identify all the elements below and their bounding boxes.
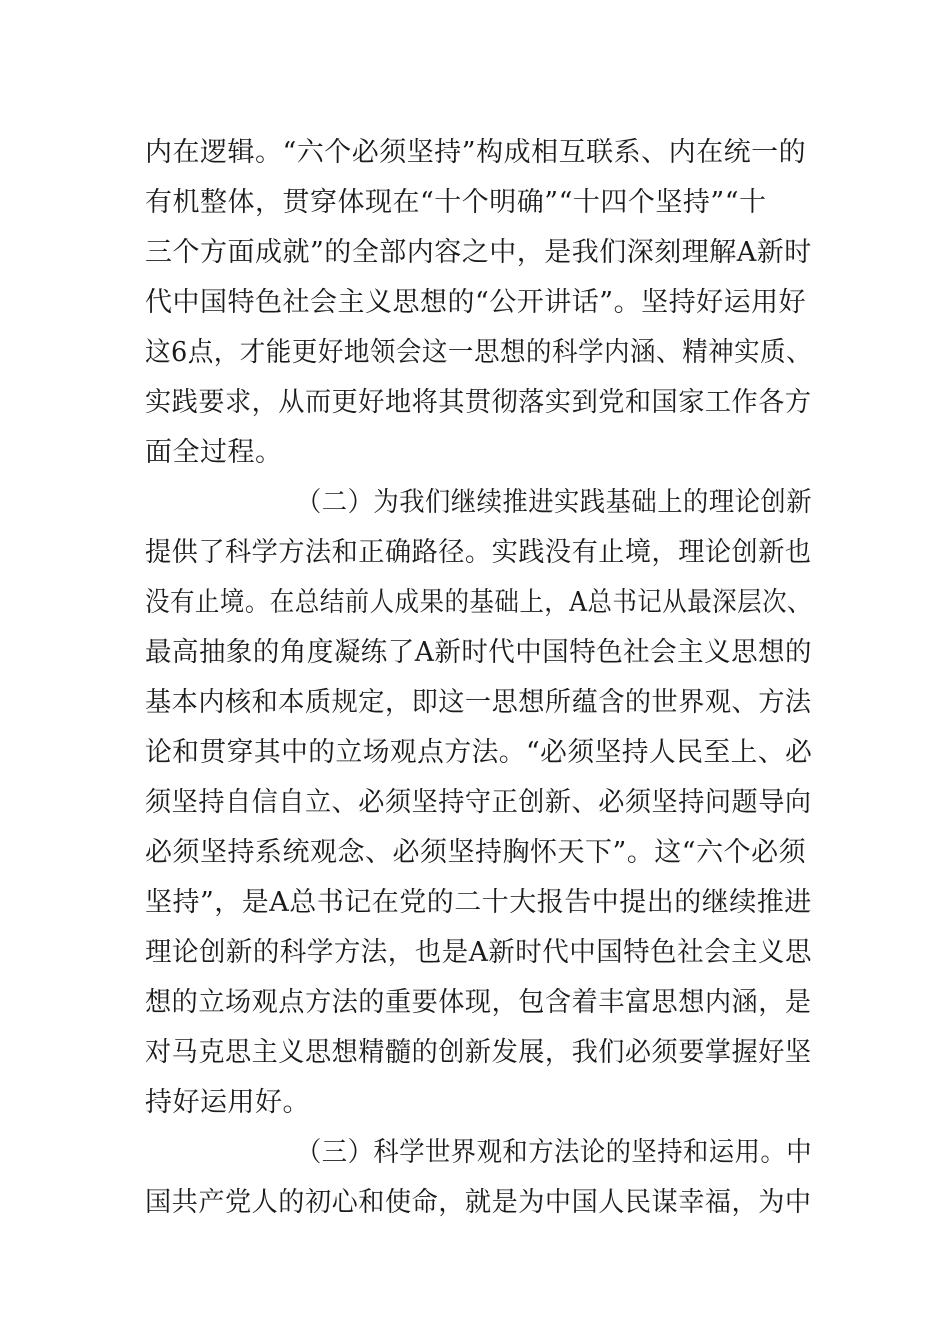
text-line: 面全过程。 bbox=[145, 437, 283, 468]
text-line: 须坚持自信自立、必须坚持守正创新、必须坚持问题导向 bbox=[145, 787, 812, 818]
text-line: 国共产党人的初心和使命，就是为中国人民谋幸福，为中 bbox=[145, 1187, 812, 1218]
text-line: 内在逻辑。“六个必须坚持”构成相互联系、内在统一的 bbox=[145, 137, 807, 168]
text-line: 想的立场观点方法的重要体现，包含着丰富思想内涵，是 bbox=[145, 987, 812, 1018]
text-line: 实践要求，从而更好地将其贯彻落实到党和国家工作各方 bbox=[145, 387, 812, 418]
text-line: 有机整体，贯穿体现在“十个明确”“十四个坚持”“十 bbox=[145, 187, 767, 218]
text-line: 提供了科学方法和正确路径。实践没有止境，理论创新也 bbox=[145, 537, 812, 568]
section-heading: （三）科学世界观和方法论的坚持和运用。中 bbox=[296, 1137, 812, 1168]
text-line: 论和贯穿其中的立场观点方法。“必须坚持人民至上、必 bbox=[145, 737, 813, 768]
text-line: 基本内核和本质规定，即这一思想所蕴含的世界观、方法 bbox=[145, 687, 812, 718]
text-line: 代中国特色社会主义思想的“公开讲话”。坚持好运用好 bbox=[145, 287, 807, 318]
text-line: 持好运用好。 bbox=[145, 1087, 310, 1118]
text-line: 理论创新的科学方法，也是A新时代中国特色社会主义思 bbox=[145, 937, 812, 968]
text-line: 最高抽象的角度凝练了A新时代中国特色社会主义思想的 bbox=[145, 637, 812, 668]
text-line: 坚持”，是A总书记在党的二十大报告中提出的继续推进 bbox=[145, 887, 812, 918]
text-line: 没有止境。在总结前人成果的基础上，A总书记从最深层次、 bbox=[145, 587, 812, 618]
text-line: 这6点，才能更好地领会这一思想的科学内涵、精神实质、 bbox=[145, 337, 813, 368]
text-line: 对马克思主义思想精髓的创新发展，我们必须要掌握好坚 bbox=[145, 1037, 812, 1068]
text-line: 必须坚持系统观念、必须坚持胸怀天下”。这“六个必须 bbox=[145, 837, 807, 868]
text-line: 三个方面成就”的全部内容之中，是我们深刻理解A新时 bbox=[145, 237, 812, 268]
section-heading: （二）为我们继续推进实践基础上的理论创新 bbox=[296, 487, 812, 518]
